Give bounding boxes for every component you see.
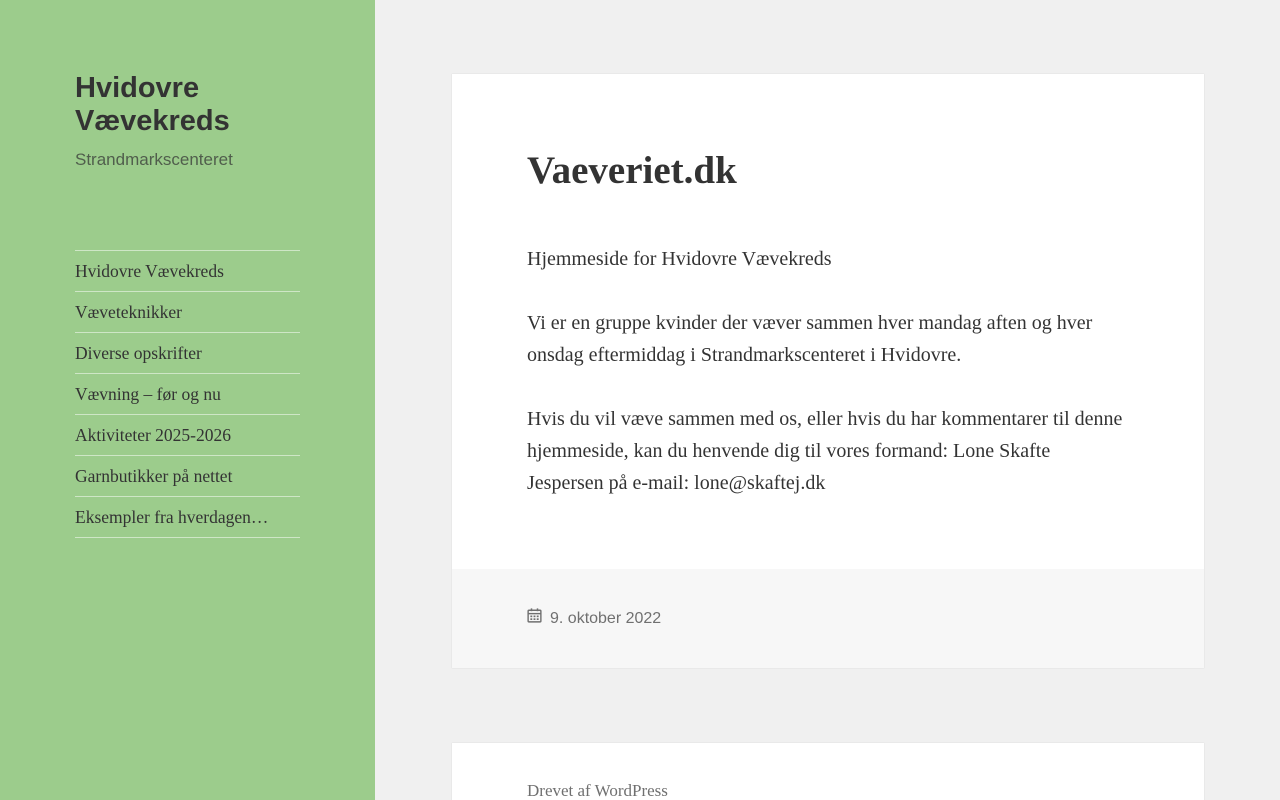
menu-item	[75, 496, 300, 537]
post-title-link[interactable]: Vaeveriet.dk	[527, 149, 737, 192]
post-date-link[interactable]	[527, 609, 661, 628]
site-info	[527, 779, 1129, 800]
sidebar-item-vaeveteknikker[interactable]: Væveteknikker	[75, 301, 182, 322]
sidebar-item-diverse-opskrifter[interactable]: Diverse opskrifter	[75, 342, 202, 363]
menu-item	[75, 250, 300, 291]
post-paragraph: Vi er en gruppe kvinder der væver sammen hver mandag aften og hver onsdag eftermiddag i Strandmarkscenteret i Hvidovre.	[527, 311, 1093, 366]
post-date: 9. oktober 2022	[550, 609, 662, 627]
site-description: Strandmarkscenteret	[75, 149, 233, 169]
post-title	[527, 148, 1129, 195]
site-footer	[452, 743, 1204, 800]
menu-list	[75, 250, 300, 538]
entry-header	[452, 74, 1204, 195]
sidebar	[0, 0, 375, 800]
post-card	[452, 74, 1204, 668]
entry-footer	[452, 569, 1204, 668]
content-area	[375, 0, 1280, 800]
post-paragraph: Hvis du vil væve sammen med os, eller hvis du har kommentarer til denne hjemmeside, kan du henvende dig til vores formand: Lone Skafte Jespersen på e-mail: lone@skaftej.dk	[527, 407, 1123, 494]
menu-item	[75, 373, 300, 414]
sidebar-item-vaevning-foer-og-nu[interactable]: Vævning – før og nu	[75, 383, 221, 404]
post-paragraph: Hjemmeside for Hvidovre Vævekreds	[527, 247, 832, 270]
sidebar-item-garnbutikker-paa-nettet[interactable]: Garnbutikker på nettet	[75, 465, 233, 486]
wordpress-credit-link[interactable]: Drevet af WordPress	[527, 780, 668, 800]
sidebar-item-hvidovre-vaevekreds[interactable]: Hvidovre Vævekreds	[75, 260, 224, 281]
menu-item	[75, 291, 300, 332]
primary-navigation	[75, 250, 300, 538]
sidebar-item-eksempler-fra-hverdagen[interactable]: Eksempler fra hverdagen…	[75, 506, 269, 527]
menu-item	[75, 455, 300, 496]
menu-item	[75, 414, 300, 455]
entry-content	[452, 195, 1204, 569]
site-title	[75, 72, 300, 139]
site-title-link[interactable]: Hvidovre Vævekreds	[75, 72, 230, 138]
calendar-icon	[527, 608, 542, 628]
sidebar-item-aktiviteter-2025-2026[interactable]: Aktiviteter 2025-2026	[75, 424, 232, 445]
menu-item	[75, 332, 300, 373]
